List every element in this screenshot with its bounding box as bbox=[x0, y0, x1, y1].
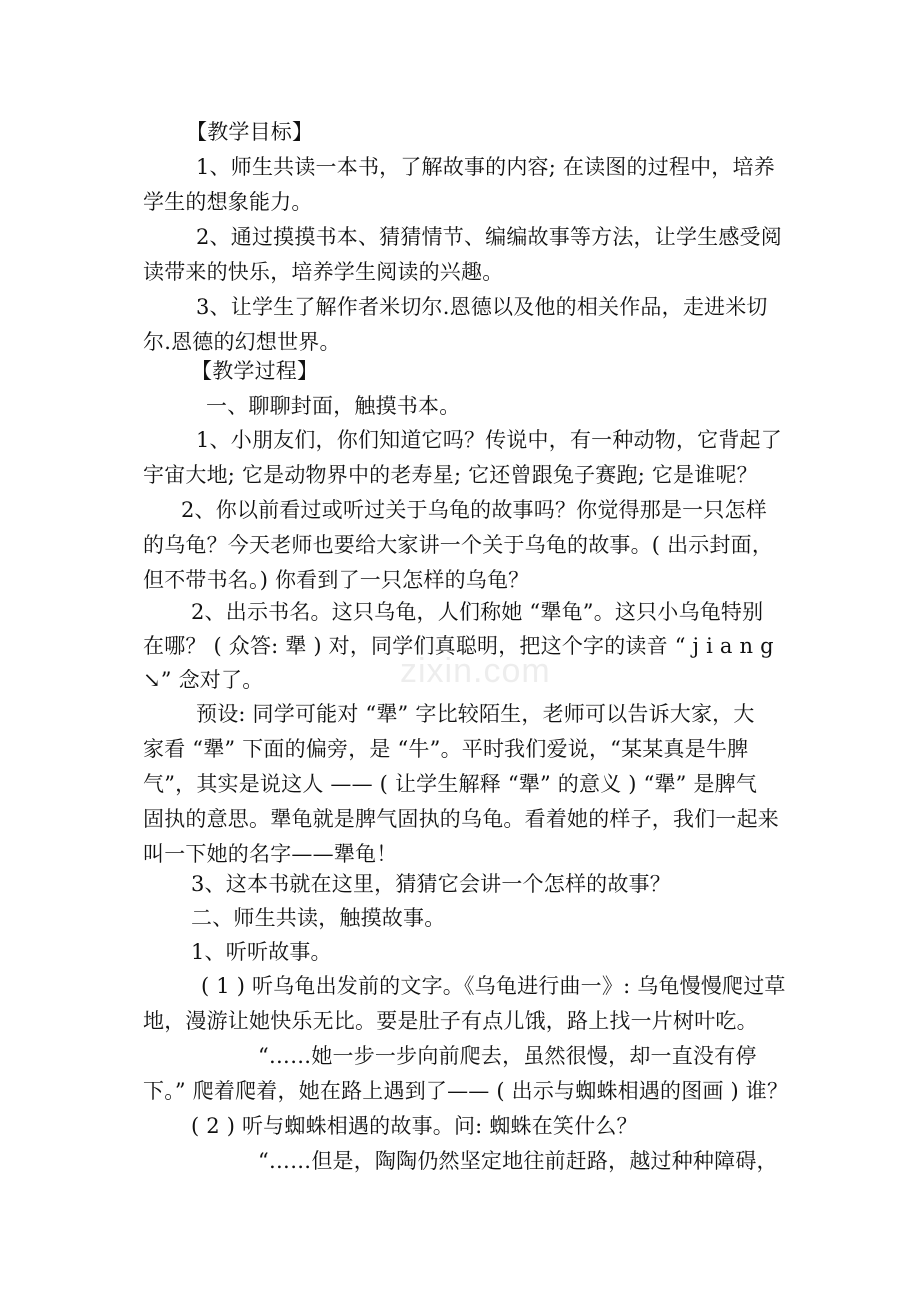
paragraph-line: 家看 “犟” 下面的偏旁，是 “牛”。平时我们爱说，“某某真是牛脾 bbox=[143, 737, 749, 761]
paragraph-line: 下。” 爬着爬着，她在路上遇到了—— ( 出示与蜘蛛相遇的图画 ) 谁？ bbox=[143, 1079, 789, 1103]
paragraph-line: ( 1 ) 听乌龟出发前的文字。《乌龟进行曲一》: 乌龟慢慢爬过草 bbox=[201, 974, 786, 998]
subsection-heading: 一、聊聊封面，触摸书本。 bbox=[206, 394, 461, 418]
watermark: zixin.com bbox=[400, 652, 551, 690]
paragraph-line: 地，漫游让她快乐无比。要是肚子有点儿饿，路上找一片树叶吃。 bbox=[143, 1009, 758, 1033]
paragraph-line: 2、出示书名。这只乌龟，人们称她 “犟龟”。这只小乌龟特别 bbox=[191, 600, 764, 624]
paragraph-line: 3、让学生了解作者米切尔.恩德以及他的相关作品，走进米切 bbox=[196, 295, 768, 319]
paragraph-line: 固执的意思。犟龟就是脾气固执的乌龟。看着她的样子，我们一起来 bbox=[143, 807, 779, 831]
subsection-heading: 二、师生共读，触摸故事。 bbox=[191, 906, 446, 930]
paragraph-line: 读带来的快乐，培养学生阅读的兴趣。 bbox=[143, 260, 504, 284]
paragraph-line: 1、师生共读一本书，了解故事的内容; 在读图的过程中，培养 bbox=[196, 155, 775, 179]
paragraph-line: 2、你以前看过或听过关于乌龟的故事吗？你觉得那是一只怎样 bbox=[181, 498, 767, 522]
paragraph-line: 尔.恩德的幻想世界。 bbox=[143, 330, 341, 354]
paragraph-line: 学生的想象能力。 bbox=[143, 190, 313, 214]
paragraph-line: 1、小朋友们，你们知道它吗？传说中，有一种动物，它背起了 bbox=[196, 428, 782, 452]
paragraph-line: ( 2 ) 听与蜘蛛相遇的故事。问: 蜘蛛在笑什么？ bbox=[191, 1114, 638, 1138]
paragraph-line: 叫一下她的名字——犟龟！ bbox=[143, 842, 398, 866]
section-heading-teaching-process: 【教学过程】 bbox=[191, 359, 319, 383]
paragraph-line: 宇宙大地; 它是动物界中的老寿星; 它还曾跟兔子赛跑; 它是谁呢？ bbox=[143, 463, 758, 487]
paragraph-line: ↘” 念对了。 bbox=[143, 668, 264, 692]
paragraph-line: 气”，其实是说这人 —— ( 让学生解释 “犟” 的意义 ) “犟” 是脾气 bbox=[143, 772, 758, 796]
quote-line: “……她一步一步向前爬去，虽然很慢，却一直没有停 bbox=[258, 1044, 757, 1068]
paragraph-line: 在哪？ ( 众答: 犟 ) 对，同学们真聪明，把这个字的读音 “ j i a n g bbox=[143, 634, 774, 658]
paragraph-line: 3、这本书就在这里，猜猜它会讲一个怎样的故事？ bbox=[191, 872, 671, 896]
paragraph-line: 的乌龟？今天老师也要给大家讲一个关于乌龟的故事。( 出示封面， bbox=[143, 533, 774, 557]
paragraph-line: 2、通过摸摸书本、猜猜情节、编编故事等方法，让学生感受阅 bbox=[196, 225, 782, 249]
quote-line: “……但是，陶陶仍然坚定地往前赶路，越过种种障碍， bbox=[258, 1149, 778, 1173]
section-heading-teaching-goals: 【教学目标】 bbox=[186, 120, 314, 144]
paragraph-line: 但不带书名。) 你看到了一只怎样的乌龟？ bbox=[143, 568, 530, 592]
paragraph-line: 预设: 同学可能对 “犟” 字比较陌生，老师可以告诉大家，大 bbox=[196, 702, 755, 726]
subsection-heading: 1、听听故事。 bbox=[191, 940, 332, 964]
